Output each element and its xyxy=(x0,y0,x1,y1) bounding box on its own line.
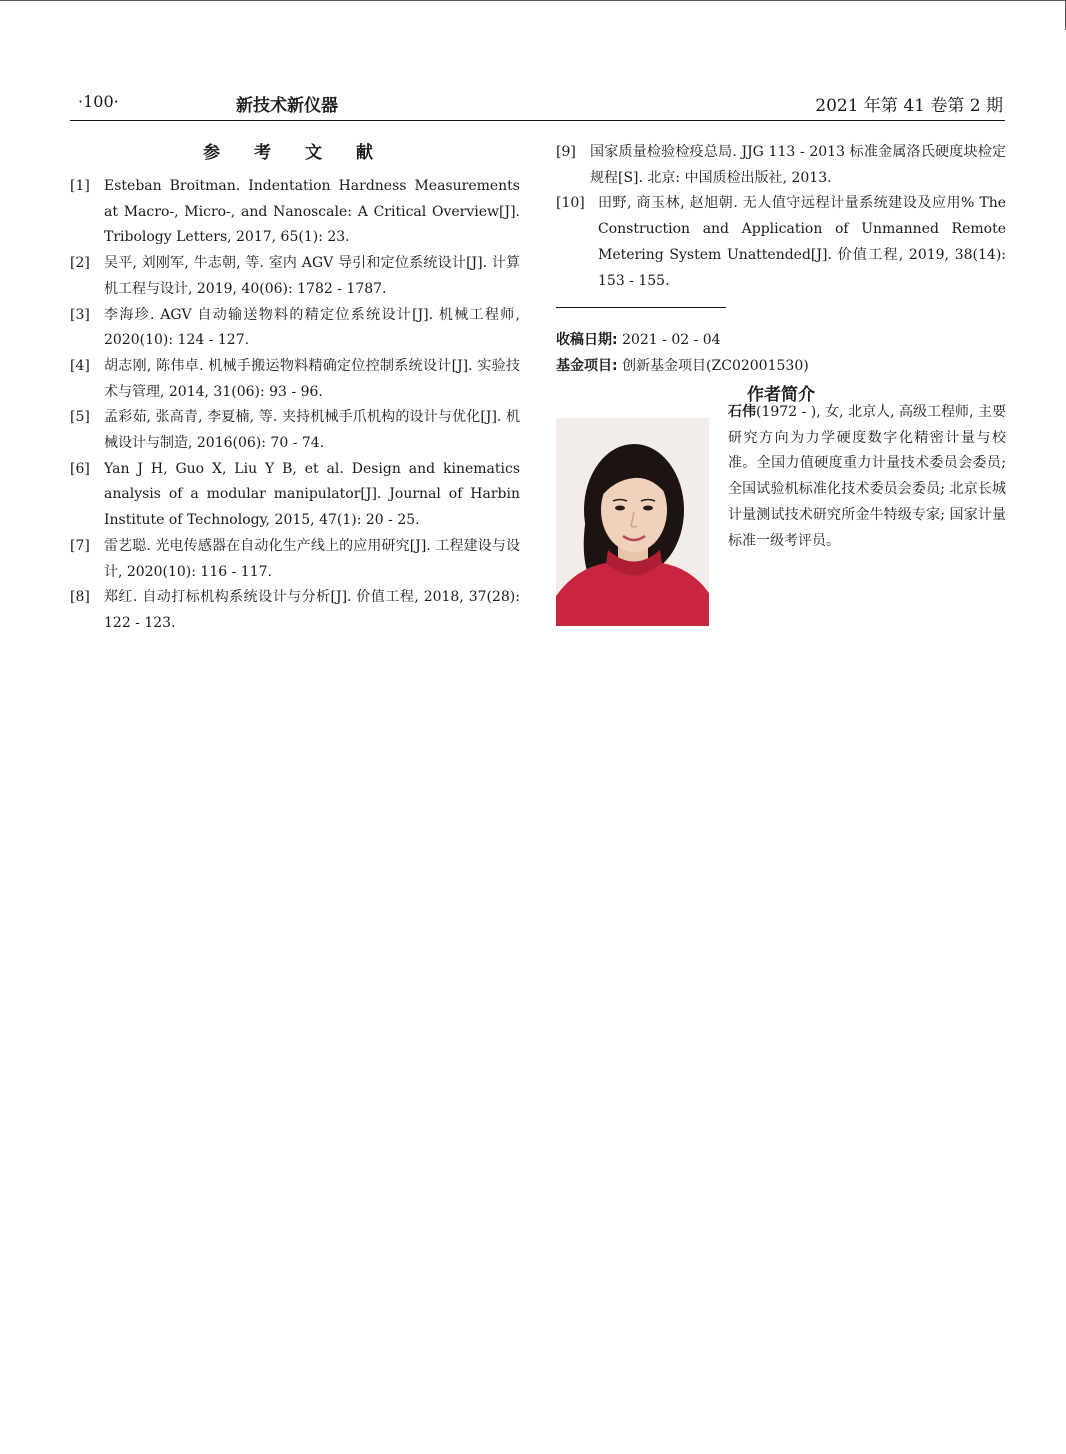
reference-text: 国家质量检验检疫总局. JJG 113 - 2013 标准金属洛氏硬度块检定规程[S]. 北京: 中国质检出版社, 2013. xyxy=(590,144,1006,186)
received-label: 收稿日期: xyxy=(556,332,618,349)
reference-text: 孟彩茹, 张高青, 李夏楠, 等. 夹持机械手爪机构的设计与优化[J]. 机械设计与制造, 2016(06): 70 - 74. xyxy=(104,409,520,452)
author-name: 石伟 xyxy=(728,404,757,420)
reference-number: [5] xyxy=(70,409,90,426)
author-portrait xyxy=(556,418,709,626)
reference-number: [4] xyxy=(70,357,90,374)
reference-number: [10] xyxy=(556,195,585,212)
reference-number: [7] xyxy=(70,537,90,554)
reference-text: 吴平, 刘刚军, 牛志朝, 等. 室内 AGV 导引和定位系统设计[J]. 计算机工程与设计, 2019, 40(06): 1782 - 1787. xyxy=(104,255,520,297)
received-date xyxy=(556,328,1006,354)
reference-item xyxy=(556,191,1006,294)
reference-item xyxy=(70,354,520,405)
reference-item xyxy=(70,534,520,585)
page-top-rule xyxy=(0,0,1066,1)
reference-text: Yan J H, Guo X, Liu Y B, et al. Design and kinematics analysis of a modular manipulator[J]. Journal of Harbin Institute of Technology, 2015, 47(1): 20 - 25. xyxy=(104,460,520,529)
portrait-svg xyxy=(556,418,709,626)
reference-item xyxy=(70,405,520,456)
reference-item xyxy=(70,251,520,302)
reference-item xyxy=(70,457,520,534)
reference-number: [3] xyxy=(70,306,90,323)
fund-value: 创新基金项目(ZC02001530) xyxy=(622,357,809,374)
reference-item xyxy=(556,140,1006,191)
reference-number: [8] xyxy=(70,589,90,606)
reference-text: 胡志刚, 陈伟卓. 机械手搬运物料精确定位控制系统设计[J]. 实验技术与管理, 2014, 31(06): 93 - 96. xyxy=(104,357,520,400)
received-value: 2021 - 02 - 04 xyxy=(622,332,721,349)
reference-number: [9] xyxy=(556,144,576,160)
reference-item xyxy=(70,303,520,354)
reference-text: Esteban Broitman. Indentation Hardness Measurements at Macro-, Micro-, and Nanoscale: A Critical Overview[J]. Tribology Letters, 2017, 65(1): 23. xyxy=(104,178,520,246)
left-column xyxy=(70,140,520,637)
footnote-separator xyxy=(556,307,726,308)
reference-number: [6] xyxy=(70,460,90,477)
author-bio-heading: 作者简介 xyxy=(747,384,815,405)
author-bio-text: (1972 - ), 女, 北京人, 高级工程师, 主要研究方向为力学硬度数字化精密计量与校准。全国力值硬度重力计量技术委员会委员; 全国试验机标准化技术委员会委员; 北京长城计量测试技术研究所金牛特级专家; 国家计量标准一级考评员。 xyxy=(728,404,1006,549)
running-header xyxy=(70,90,1005,121)
fund-label: 基金项目: xyxy=(556,357,618,374)
page-number: ·100· xyxy=(78,92,119,111)
reference-text: 田野, 商玉林, 赵旭朝. 无人值守远程计量系统建设及应用% The Construction and Application of Unmanned Remote Metering System Unattended[J]. 价值工程, 2019, 38(14): 153 - 155. xyxy=(598,195,1006,289)
reference-item xyxy=(70,174,520,251)
reference-item xyxy=(70,585,520,636)
author-bio xyxy=(728,400,1006,554)
reference-number: [2] xyxy=(70,255,90,272)
right-column xyxy=(556,140,1006,549)
reference-text: 雷艺聪. 光电传感器在自动化生产线上的应用研究[J]. 工程建设与设计, 2020(10): 116 - 117. xyxy=(104,537,520,580)
fund-project xyxy=(556,354,1006,380)
references-heading: 参 考 文 献 xyxy=(203,143,387,163)
reference-text: 郑红. 自动打标机构系统设计与分析[J]. 价值工程, 2018, 37(28): 122 - 123. xyxy=(104,589,520,631)
reference-number: [1] xyxy=(70,178,90,194)
journal-name: 新技术新仪器 xyxy=(236,96,338,116)
reference-text: 李海珍. AGV 自动输送物料的精定位系统设计[J]. 机械工程师, 2020(10): 124 - 127. xyxy=(104,306,520,349)
issue-info: 2021 年第 41 卷第 2 期 xyxy=(815,96,1003,116)
